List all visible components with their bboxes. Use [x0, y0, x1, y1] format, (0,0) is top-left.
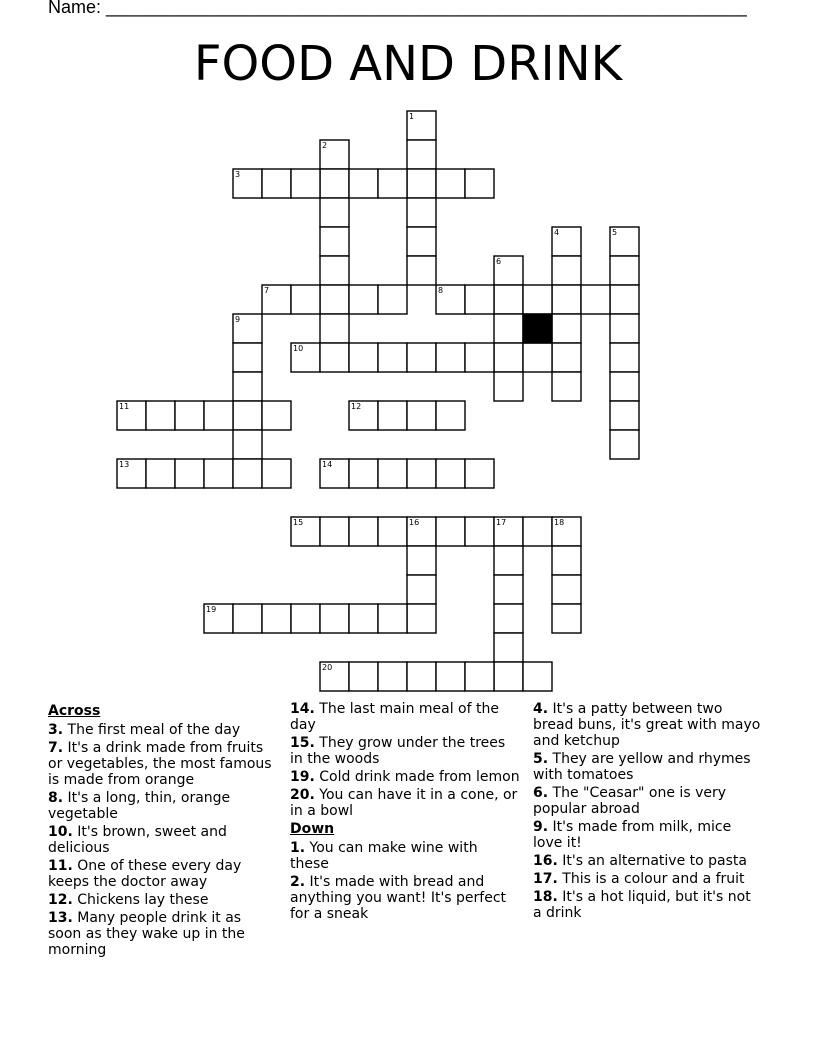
- grid-cell[interactable]: [523, 343, 552, 372]
- name-line: ________________________________________________________________: [106, 0, 747, 17]
- clue-number-label: 18: [554, 518, 565, 527]
- grid-cell[interactable]: [407, 198, 436, 227]
- clue-number-label: 15: [293, 518, 304, 527]
- grid-cell[interactable]: [349, 343, 378, 372]
- grid-cell[interactable]: [610, 430, 639, 459]
- clue-number: 9.: [533, 819, 549, 835]
- grid-cell[interactable]: [407, 256, 436, 285]
- grid-cell[interactable]: [320, 314, 349, 343]
- grid-cell[interactable]: [494, 285, 523, 314]
- grid-cell[interactable]: [407, 169, 436, 198]
- clue-text: They are yellow and rhymes with tomatoes: [533, 751, 751, 783]
- clue-number: 6.: [533, 785, 549, 801]
- grid-cell[interactable]: [407, 459, 436, 488]
- clue-number-label: 14: [322, 460, 333, 469]
- grid-cell[interactable]: [523, 285, 552, 314]
- clue-number-label: 20: [322, 663, 333, 672]
- clue-number-label: 10: [293, 344, 304, 353]
- grid-cell[interactable]: [378, 662, 407, 691]
- clue-number-label: 8: [438, 286, 444, 295]
- clues-column-3: [533, 701, 763, 923]
- clue-text: You can make wine with these: [290, 840, 478, 872]
- clue-across: [48, 910, 276, 958]
- down-heading: Down: [290, 821, 335, 837]
- grid-cell[interactable]: [349, 662, 378, 691]
- clue-down: [533, 819, 763, 851]
- clue-across: [290, 787, 520, 819]
- grid-cell[interactable]: [349, 517, 378, 546]
- grid-cell[interactable]: [465, 459, 494, 488]
- clue-number: 12.: [48, 892, 73, 908]
- grid-cell[interactable]: [233, 401, 262, 430]
- grid-cell[interactable]: [465, 662, 494, 691]
- clue-number-label: 16: [409, 518, 420, 527]
- grid-cell[interactable]: [494, 546, 523, 575]
- clue-down: [533, 785, 763, 817]
- grid-cell[interactable]: [494, 604, 523, 633]
- clue-down: [533, 853, 763, 869]
- clue-down: [533, 871, 763, 887]
- grid-cell[interactable]: [320, 285, 349, 314]
- clue-across: [290, 769, 520, 785]
- grid-cell[interactable]: [320, 169, 349, 198]
- grid-cell[interactable]: [407, 343, 436, 372]
- grid-cell[interactable]: [552, 546, 581, 575]
- clue-number: 18.: [533, 889, 558, 905]
- grid-cell[interactable]: [436, 401, 465, 430]
- grid-cell[interactable]: [204, 459, 233, 488]
- clue-text: It's an alternative to pasta: [562, 853, 747, 869]
- clue-number-label: 5: [612, 228, 618, 237]
- clue-text: It's a hot liquid, but it's not a drink: [533, 889, 751, 921]
- clue-text: It's made from milk, mice love it!: [533, 819, 732, 851]
- clue-across: [48, 892, 276, 908]
- grid-cell[interactable]: [407, 575, 436, 604]
- clue-number-label: 13: [119, 460, 130, 469]
- clue-number-label: 19: [206, 605, 217, 614]
- clue-text: It's a long, thin, orange vegetable: [48, 790, 231, 822]
- grid-cell[interactable]: [610, 256, 639, 285]
- grid-cell[interactable]: [494, 575, 523, 604]
- clue-number: 13.: [48, 910, 73, 926]
- grid-cell[interactable]: [146, 459, 175, 488]
- clue-across: [48, 790, 276, 822]
- grid-cell[interactable]: [581, 285, 610, 314]
- clue-number-label: 2: [322, 141, 328, 150]
- clue-number: 5.: [533, 751, 549, 767]
- grid-cell[interactable]: [465, 285, 494, 314]
- clue-number: 14.: [290, 701, 315, 717]
- clues-column-2: [290, 701, 520, 924]
- clue-text: It's brown, sweet and delicious: [48, 824, 227, 856]
- grid-cell[interactable]: [552, 314, 581, 343]
- grid-cell[interactable]: [175, 459, 204, 488]
- grid-cell[interactable]: [552, 285, 581, 314]
- clue-number-label: 17: [496, 518, 507, 527]
- grid-cell[interactable]: [436, 517, 465, 546]
- grid-cell[interactable]: [610, 285, 639, 314]
- clue-down: [533, 889, 763, 921]
- grid-cell[interactable]: [233, 372, 262, 401]
- grid-cell[interactable]: [320, 256, 349, 285]
- grid-cell[interactable]: [523, 517, 552, 546]
- clue-text: The first meal of the day: [67, 722, 241, 738]
- across-heading: Across: [48, 703, 101, 719]
- grid-cell[interactable]: [436, 662, 465, 691]
- clue-text: They grow under the trees in the woods: [290, 735, 506, 767]
- grid-cell[interactable]: [291, 169, 320, 198]
- clue-text: It's a patty between two bread buns, it's great with mayo and ketchup: [533, 701, 761, 749]
- grid-cell[interactable]: [291, 604, 320, 633]
- grid-cell[interactable]: [204, 401, 233, 430]
- clue-number-label: 9: [235, 315, 241, 324]
- grid-cell[interactable]: [610, 372, 639, 401]
- grid-cell[interactable]: [378, 604, 407, 633]
- clue-text: Cold drink made from lemon: [319, 769, 520, 785]
- clue-number: 19.: [290, 769, 315, 785]
- clue-text: The "Ceasar" one is very popular abroad: [533, 785, 727, 817]
- clue-number: 8.: [48, 790, 64, 806]
- clue-text: It's a drink made from fruits or vegetables, the most famous is made from orange: [48, 740, 272, 788]
- clue-number-label: 7: [264, 286, 270, 295]
- clue-text: You can have it in a cone, or in a bowl: [290, 787, 518, 819]
- grid-cell[interactable]: [610, 314, 639, 343]
- grid-cell[interactable]: [436, 169, 465, 198]
- clue-number: 20.: [290, 787, 315, 803]
- grid-cell[interactable]: [233, 604, 262, 633]
- clue-number-label: 4: [554, 228, 560, 237]
- grid-cell[interactable]: [494, 314, 523, 343]
- clue-number: 10.: [48, 824, 73, 840]
- clue-across: [48, 740, 276, 788]
- clue-text: Many people drink it as soon as they wake up in the morning: [48, 910, 245, 958]
- grid-cell[interactable]: [320, 227, 349, 256]
- clue-number: 2.: [290, 874, 306, 890]
- grid-cell[interactable]: [465, 169, 494, 198]
- grid-cell[interactable]: [378, 401, 407, 430]
- grid-cell[interactable]: [465, 343, 494, 372]
- clue-number: 7.: [48, 740, 64, 756]
- clue-across: [290, 735, 520, 767]
- clues-column-1: [48, 701, 276, 960]
- grid-cell[interactable]: [320, 198, 349, 227]
- name-label: Name:: [48, 0, 102, 17]
- clue-number-label: 12: [351, 402, 362, 411]
- grid-cell[interactable]: [610, 343, 639, 372]
- grid-cell[interactable]: [262, 459, 291, 488]
- grid-cell[interactable]: [262, 169, 291, 198]
- clue-number: 11.: [48, 858, 73, 874]
- page-title: FOOD AND DRINK: [193, 36, 623, 92]
- grid-cell[interactable]: [407, 662, 436, 691]
- grid-cell[interactable]: [378, 517, 407, 546]
- grid-cell[interactable]: [146, 401, 175, 430]
- grid-cell[interactable]: [378, 343, 407, 372]
- clue-number-label: 6: [496, 257, 502, 266]
- clue-down: [533, 751, 763, 783]
- grid-cell[interactable]: [349, 459, 378, 488]
- grid-cell[interactable]: [436, 343, 465, 372]
- clue-number-label: 3: [235, 170, 241, 179]
- clue-number: 16.: [533, 853, 558, 869]
- clue-text: The last main meal of the day: [290, 701, 499, 733]
- clue-number-label: 11: [119, 402, 130, 411]
- grid-cell[interactable]: [291, 285, 320, 314]
- grid-cell[interactable]: [349, 285, 378, 314]
- grid-cell[interactable]: [262, 401, 291, 430]
- grid-cell[interactable]: [233, 459, 262, 488]
- grid-cell[interactable]: [407, 401, 436, 430]
- clue-text: This is a colour and a fruit: [562, 871, 745, 887]
- grid-cell[interactable]: [552, 575, 581, 604]
- clue-across: [290, 701, 520, 733]
- grid-cell[interactable]: [407, 604, 436, 633]
- clue-number: 3.: [48, 722, 64, 738]
- clue-text: One of these every day keeps the doctor away: [48, 858, 242, 890]
- grid-cell[interactable]: [552, 256, 581, 285]
- black-cell: [523, 314, 552, 343]
- grid-cell[interactable]: [407, 140, 436, 169]
- grid-cell[interactable]: [262, 604, 291, 633]
- grid-cell[interactable]: [494, 633, 523, 662]
- clue-down: [533, 701, 763, 749]
- grid-cell[interactable]: [233, 343, 262, 372]
- clue-down: [290, 840, 520, 872]
- clue-number: 15.: [290, 735, 315, 751]
- grid-cell[interactable]: [320, 517, 349, 546]
- clue-across: [48, 824, 276, 856]
- grid-cell[interactable]: [436, 459, 465, 488]
- clue-across: [48, 858, 276, 890]
- grid-cell[interactable]: [523, 662, 552, 691]
- grid-cell[interactable]: [494, 662, 523, 691]
- clue-text: It's made with bread and anything you want! It's perfect for a sneak: [290, 874, 507, 922]
- grid-cell[interactable]: [175, 401, 204, 430]
- grid-cell[interactable]: [465, 517, 494, 546]
- grid-cell[interactable]: [552, 604, 581, 633]
- grid-cell[interactable]: [378, 169, 407, 198]
- clue-text: Chickens lay these: [77, 892, 209, 908]
- grid-cell[interactable]: [378, 459, 407, 488]
- grid-cell[interactable]: [552, 343, 581, 372]
- clue-number: 4.: [533, 701, 549, 717]
- grid-cell[interactable]: [494, 372, 523, 401]
- grid-cell[interactable]: [320, 343, 349, 372]
- grid-cell[interactable]: [320, 604, 349, 633]
- clue-number: 17.: [533, 871, 558, 887]
- clue-number-label: 1: [409, 112, 415, 121]
- grid-cell[interactable]: [407, 227, 436, 256]
- grid-cell[interactable]: [233, 430, 262, 459]
- grid-cell[interactable]: [407, 546, 436, 575]
- grid-cell[interactable]: [378, 285, 407, 314]
- clue-number: 1.: [290, 840, 306, 856]
- clue-across: [48, 722, 276, 738]
- clue-down: [290, 874, 520, 922]
- grid-cell[interactable]: [349, 604, 378, 633]
- grid-cell[interactable]: [349, 169, 378, 198]
- grid-cell[interactable]: [610, 401, 639, 430]
- grid-cell[interactable]: [494, 343, 523, 372]
- grid-cell[interactable]: [552, 372, 581, 401]
